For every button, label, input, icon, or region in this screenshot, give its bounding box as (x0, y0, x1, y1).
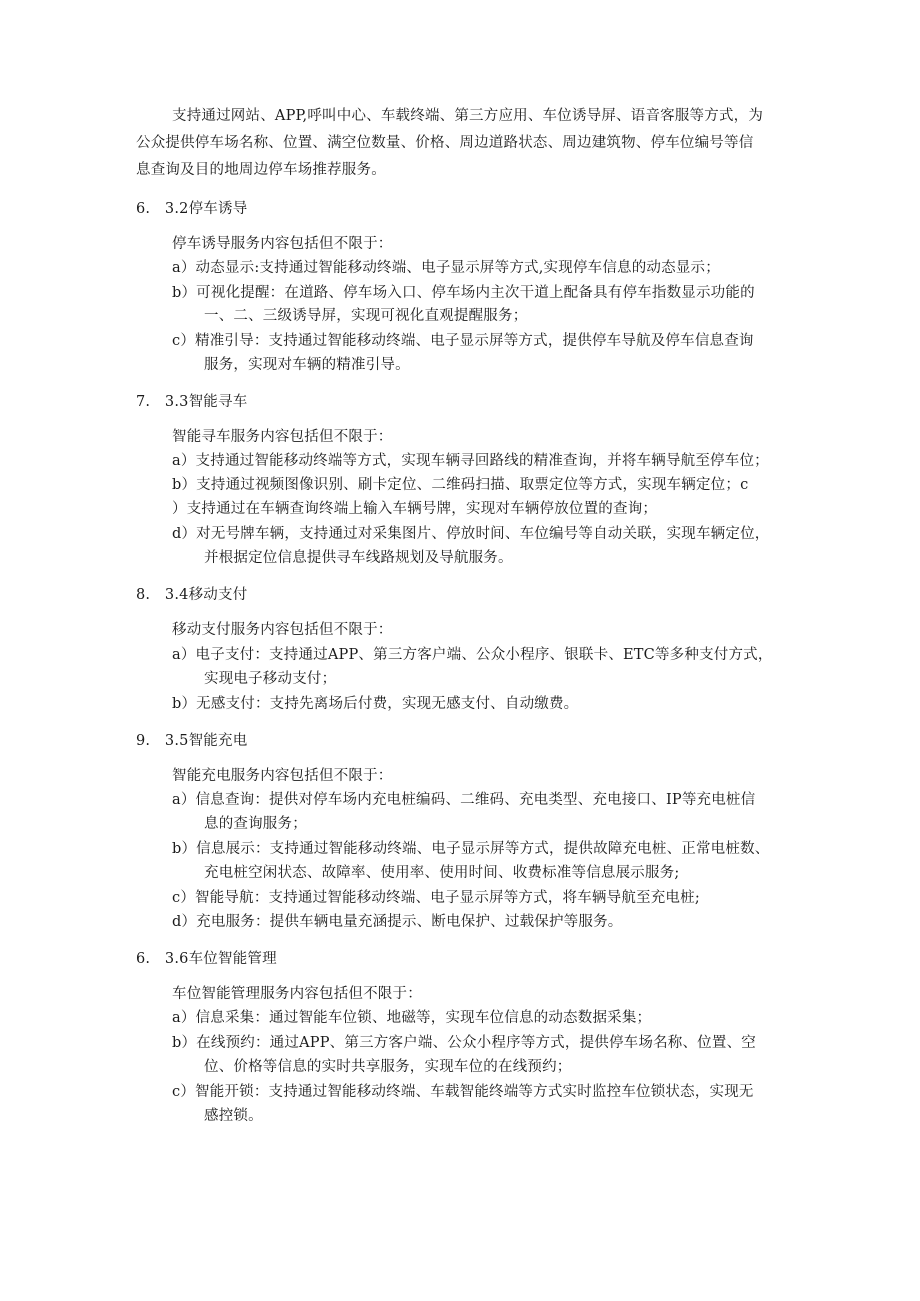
section-heading-3-5: 9. 3.5智能充电 (136, 733, 248, 749)
section-intro-3-3: 智能寻车服务内容包括但不限于： (172, 429, 393, 445)
list-item-3-4-b: b）无感支付：支持先离场后付费，实现无感支付、自动缴费。 (172, 696, 579, 712)
list-item-3-3-c: ）支持通过在车辆查询终端上输入车辆号牌，实现对车辆停放位置的查询； (172, 501, 658, 517)
intro-line-3: 息查询及目的地周边停车场推荐服务。 (136, 162, 386, 178)
list-item-3-5-a: a）信息查询：提供对停车场内充电桩编码、二维码、充电类型、充电接口、IP等充电桩信 (172, 792, 756, 808)
section-heading-3-6: 6. 3.6车位智能管理 (136, 951, 277, 967)
list-item-3-3-d: d）对无号牌车辆，支持通过对采集图片、停放时间、车位编号等自动关联，实现车辆定位， (172, 526, 770, 542)
list-item-3-6-c: c）智能开锁：支持通过智能移动终端、车载智能终端等方式实时监控车位锁状态，实现无 (172, 1084, 754, 1100)
list-item-3-2-c-cont: 服务，实现对车辆的精准引导。 (204, 357, 410, 373)
list-item-3-6-b: b）在线预约：通过APP、第三方客户端、公众小程序等方式，提供停车场名称、位置、空 (172, 1035, 756, 1051)
list-item-3-4-a-cont: 实现电子移动支付； (204, 671, 337, 687)
list-item-3-3-a: a）支持通过智能移动终端等方式，实现车辆寻回路线的精准查询，并将车辆导航至停车位； (172, 453, 769, 469)
list-item-3-5-b-cont: 充电桩空闲状态、故障率、使用率、使用时间、收费标准等信息展示服务; (204, 865, 680, 881)
list-item-3-5-c: c）智能导航：支持通过智能移动终端、电子显示屏等方式，将车辆导航至充电桩; (172, 890, 700, 906)
list-item-3-5-b: b）信息展示：支持通过智能移动终端、电子显示屏等方式，提供故障充电桩、正常电桩数、 (172, 841, 770, 857)
section-intro-3-2: 停车诱导服务内容包括但不限于： (172, 236, 393, 252)
list-item-3-6-a: a）信息采集：通过智能车位锁、地磁等，实现车位信息的动态数据采集； (172, 1010, 652, 1026)
list-item-3-2-c: c）精准引导：支持通过智能移动终端、电子显示屏等方式，提供停车导航及停车信息查询 (172, 333, 754, 349)
section-intro-3-6: 车位智能管理服务内容包括但不限于： (172, 986, 422, 1002)
list-item-3-4-a: a）电子支付：支持通过APP、第三方客户端、公众小程序、银联卡、ETC等多种支付方式， (172, 647, 773, 663)
list-item-3-5-a-cont: 息的查询服务； (204, 816, 307, 832)
section-heading-3-3: 7. 3.3智能寻车 (136, 394, 248, 410)
list-item-3-5-d: d）充电服务：提供车辆电量充涵提示、断电保护、过载保护等服务。 (172, 914, 623, 930)
list-item-3-2-b: b）可视化提醒：在道路、停车场入口、停车场内主次干道上配备具有停车指数显示功能的 (172, 285, 755, 301)
list-item-3-2-b-cont: 一、二、三级诱导屏，实现可视化直观提醒服务； (204, 308, 528, 324)
section-intro-3-5: 智能充电服务内容包括但不限于： (172, 768, 393, 784)
intro-line-2: 公众提供停车场名称、位置、满空位数量、价格、周边道路状态、周边建筑物、停车位编号等信 (136, 135, 754, 151)
section-heading-3-4: 8. 3.4移动支付 (136, 587, 248, 603)
list-item-3-3-b: b）支持通过视频图像识别、刷卡定位、二维码扫描、取票定位等方式，实现车辆定位；c (172, 477, 749, 493)
section-heading-3-2: 6. 3.2停车诱导 (136, 201, 248, 217)
list-item-3-2-a: a）动态显示:支持通过智能移动终端、电子显示屏等方式,实现停车信息的动态显示； (172, 260, 720, 276)
section-intro-3-4: 移动支付服务内容包括但不限于： (172, 622, 393, 638)
list-item-3-3-d-cont: 并根据定位信息提供寻车线路规划及导航服务。 (204, 550, 513, 566)
list-item-3-6-b-cont: 位、价格等信息的实时共享服务，实现车位的在线预约； (204, 1059, 572, 1075)
list-item-3-6-c-cont: 感控锁。 (204, 1108, 263, 1124)
intro-line-1: 支持通过网站、APP,呼叫中心、车载终端、第三方应用、车位诱导屏、语音客服等方式，为 (172, 108, 764, 124)
